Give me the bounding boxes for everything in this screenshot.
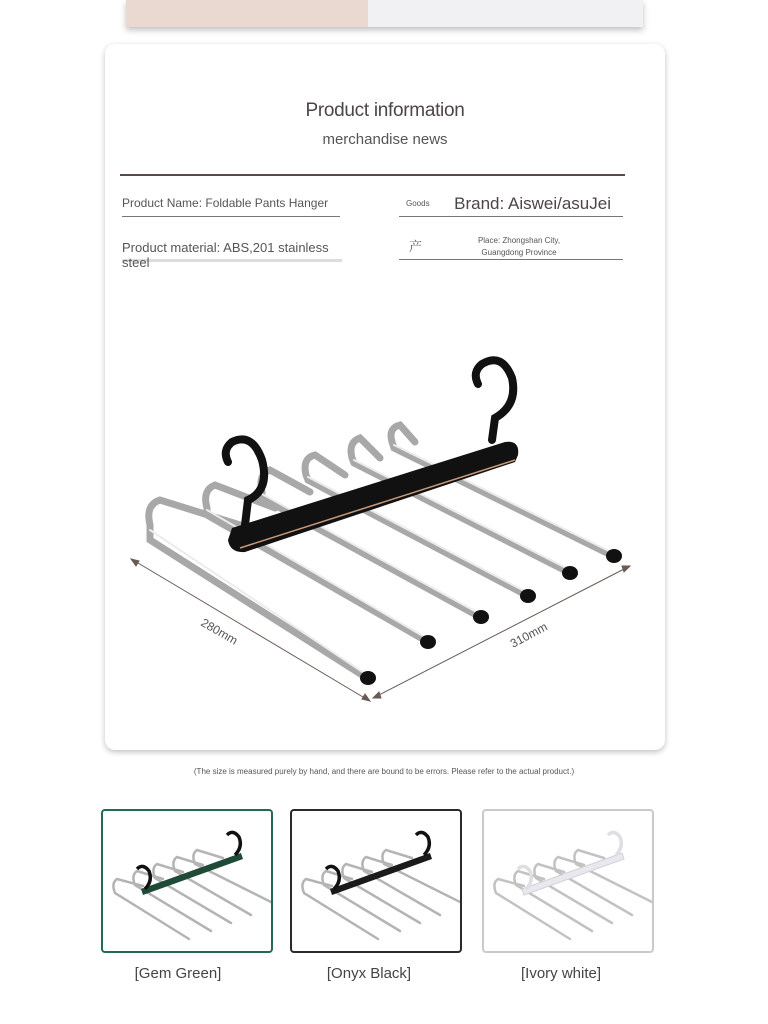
section-subtitle: merchandise news [322,131,448,148]
brand-value: Brand: Aiswei/asuJei [454,194,611,213]
variant-label-gem-green: [Gem Green] [134,965,222,982]
hanger-thumbnail [484,811,652,951]
place-label: 产 [409,239,423,254]
variant-onyx-black[interactable] [290,809,462,953]
brand-field [399,196,623,217]
place-value: Place: Zhongshan City, Guangdong Province [477,236,561,257]
hanger-illustration [0,300,768,720]
product-material: Product material: ABS,201 stainless steel [122,240,342,262]
hanger-bar [228,442,518,552]
divider [120,174,625,176]
goods-label: Goods [406,199,430,208]
place-field [399,234,623,260]
hanger-thumbnail [292,811,460,951]
banner-photo [368,0,643,27]
product-name: Product Name: Foldable Pants Hanger [122,196,340,217]
right-hook [476,360,513,440]
depth-label: 280mm [198,615,241,648]
variant-ivory-white[interactable] [482,809,654,953]
variant-label-ivory-white: [Ivory white] [520,965,602,982]
size-note: (The size is measured purely by hand, and there are bound to be errors. Please refer to the actual product.) [193,767,575,776]
section-title: Product information [305,100,465,121]
top-banner-image [126,0,643,27]
hanger-thumbnail [103,811,271,951]
variant-gem-green[interactable] [101,809,273,953]
variant-label-onyx-black: [Onyx Black] [326,965,412,982]
hanger-rods [149,425,613,680]
width-label: 310mm [507,619,550,651]
